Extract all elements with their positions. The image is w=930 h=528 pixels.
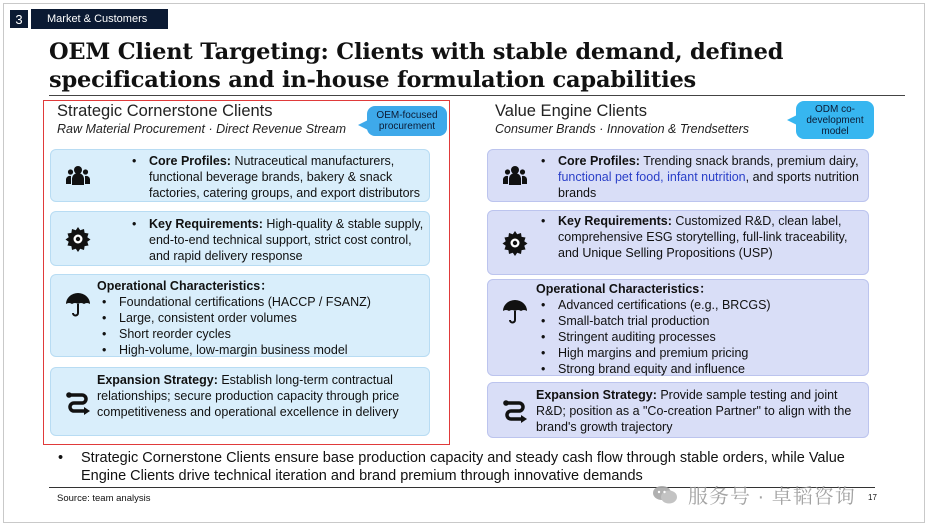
right-card-expansion: [487, 382, 869, 438]
list-item: • High-volume, low-margin business model: [97, 342, 427, 358]
left-requirements-label: Key Requirements:: [149, 217, 263, 231]
right-column-subheading: Consumer Brands · Innovation & Trendsetters: [495, 122, 750, 136]
right-card-key-requirements: [487, 210, 869, 275]
left-requirements-text: High-quality & stable supply, end-to-end technical support, strict cost control, and rapid delivery response: [149, 217, 424, 263]
right-card-operational: [487, 279, 869, 376]
right-operational-heading: [536, 281, 712, 297]
left-card-core-profiles: [50, 149, 430, 202]
right-expansion-text: Provide sample testing and joint R&D; position as a "Co-creation Partner" to align with the brand's growth trajectory: [536, 388, 852, 434]
strategy-icon: [502, 398, 528, 424]
source-note: Source: team analysis: [57, 493, 151, 504]
gear-icon: [502, 230, 528, 256]
left-card-operational: [50, 274, 430, 357]
oem-badge-label: OEM-focused procurement: [376, 110, 438, 132]
page-number: 17: [868, 493, 877, 502]
list-item: • Strong brand equity and influence: [536, 361, 864, 377]
left-expansion-body: [97, 372, 419, 420]
people-icon: [65, 163, 91, 189]
left-expansion-label: Expansion Strategy:: [97, 373, 218, 387]
odm-badge: [796, 101, 874, 139]
list-item: • Foundational certifications (HACCP / FSANZ): [97, 294, 427, 310]
bullet-dot: •: [58, 450, 64, 466]
umbrella-icon: [502, 298, 528, 324]
right-operational-colon: ：: [699, 282, 712, 296]
left-profiles-text: Nutraceutical manufacturers, functional beverage brands, bakery & snack factories, catering groups, and export distributors: [149, 154, 420, 200]
right-profiles-text-a: Trending snack brands, premium dairy,: [639, 154, 859, 168]
left-column-subheading: Raw Material Procurement · Direct Revenue Stream: [57, 122, 346, 136]
right-profiles-highlight: functional pet food, infant nutrition: [558, 170, 746, 184]
left-operational-label: Operational Characteristics: [97, 279, 261, 293]
wechat-icon: [652, 485, 678, 505]
right-expansion-label: Expansion Strategy:: [536, 388, 657, 402]
left-expansion-text: Establish long-term contractual relationships; secure production capacity through price competitiveness and operational excellence in delivery: [97, 373, 400, 419]
section-number: 3: [9, 9, 29, 29]
right-requirements-text: Customized R&D, clean label, comprehensive ESG storytelling, full-link traceability, and Unique Selling Propositions (USP): [558, 214, 848, 260]
page-title: [49, 38, 909, 94]
left-operational-colon: ：: [260, 279, 273, 293]
list-item: • Short reorder cycles: [97, 326, 427, 342]
title-line-2: specifications and in-house formulation capabilities: [49, 67, 697, 93]
right-requirements-label: Key Requirements:: [558, 214, 672, 228]
list-item: • Large, consistent order volumes: [97, 310, 427, 326]
right-profiles-label: Core Profiles:: [558, 154, 640, 168]
section-tab: Market & Customers: [31, 9, 168, 29]
oem-badge: [367, 106, 447, 136]
left-profiles-label: Core Profiles:: [149, 154, 231, 168]
right-card-core-profiles: [487, 149, 869, 202]
watermark: [652, 480, 856, 509]
list-item: • High margins and premium pricing: [536, 345, 864, 361]
summary-text: Strategic Cornerstone Clients ensure base production capacity and steady cash flow through stable orders, while Value Engine Clients drive technical iteration and brand premium through innovative demands: [81, 450, 845, 484]
left-column-heading: Strategic Cornerstone Clients: [57, 102, 273, 120]
right-expansion-body: [536, 387, 858, 435]
title-line-1: OEM Client Targeting: Clients with stable demand, defined: [49, 39, 784, 65]
left-operational-heading: [97, 278, 273, 294]
gear-icon: [65, 226, 91, 252]
list-item: • Advanced certifications (e.g., BRCGS): [536, 297, 864, 313]
left-operational-list: [97, 294, 427, 358]
list-item: • Small-batch trial production: [536, 313, 864, 329]
left-card-expansion: [50, 367, 430, 436]
right-profiles-text-b: , and sports nutrition brands: [558, 170, 859, 200]
people-icon: [502, 163, 528, 189]
odm-badge-label: ODM co-development model: [806, 103, 864, 137]
right-operational-list: [536, 297, 864, 377]
title-divider: [49, 95, 905, 96]
right-column-heading: Value Engine Clients: [495, 102, 647, 120]
watermark-text: 服务号 · 卓韬咨询: [688, 486, 856, 508]
left-card-key-requirements: [50, 211, 430, 266]
right-operational-label: Operational Characteristics: [536, 282, 700, 296]
strategy-icon: [65, 390, 91, 416]
list-item: • Stringent auditing processes: [536, 329, 864, 345]
umbrella-icon: [65, 291, 91, 317]
